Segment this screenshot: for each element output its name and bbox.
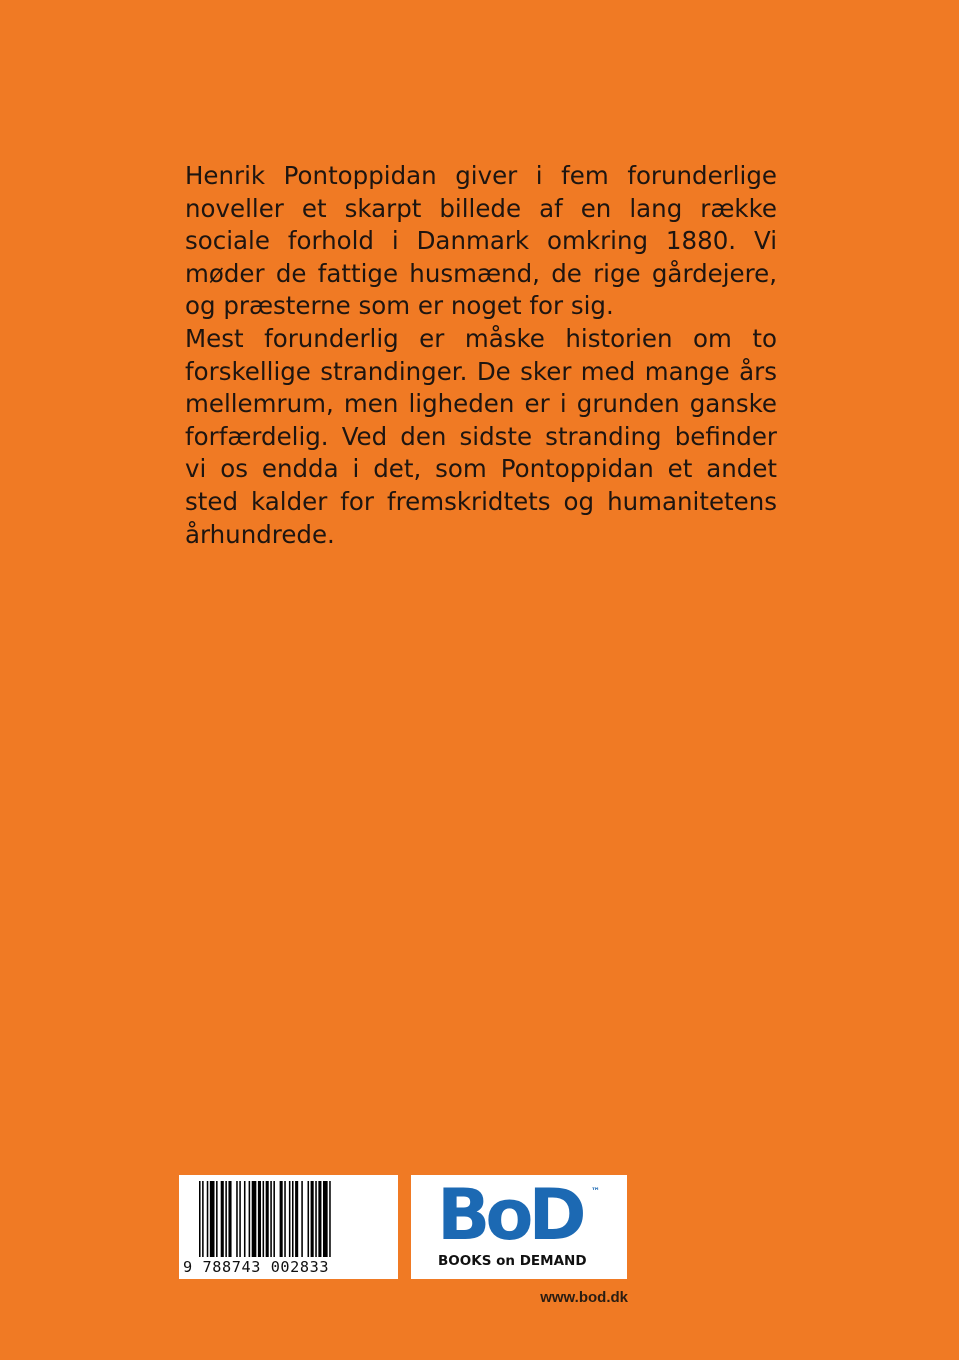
barcode-bar — [236, 1181, 238, 1257]
barcode-bar — [199, 1181, 201, 1257]
barcode-bar — [258, 1181, 261, 1257]
barcode-bar — [202, 1181, 204, 1257]
back-cover-blurb — [185, 160, 777, 551]
barcode-bar — [249, 1181, 251, 1257]
barcode-bar — [207, 1181, 209, 1257]
barcode-bar — [292, 1181, 294, 1257]
barcode-bars-icon — [199, 1181, 379, 1257]
publisher-url: www.bod.dk — [540, 1289, 628, 1306]
barcode-bar — [225, 1181, 227, 1257]
barcode-bar — [315, 1181, 317, 1257]
blurb-paragraph-1: Henrik Pontoppidan giver i fem forunderlige noveller et skarpt billede af en lang række sociale forhold i Danmark omkring 1880. Vi møder de fattige husmænd, de rige gårdejere, og præsterne som er noget for sig. — [185, 161, 777, 321]
barcode-bar — [318, 1181, 321, 1257]
barcode-bar — [266, 1181, 269, 1257]
isbn-barcode — [179, 1175, 398, 1279]
barcode-bar — [221, 1181, 224, 1257]
barcode-bar — [263, 1181, 265, 1257]
barcode-bar — [311, 1181, 314, 1257]
barcode-bar — [228, 1181, 231, 1257]
trademark-symbol: ™ — [591, 1187, 600, 1197]
publisher-tagline: BOOKS on DEMAND — [438, 1253, 587, 1269]
barcode-bar — [273, 1181, 275, 1257]
barcode-bar — [210, 1181, 215, 1257]
barcode-bar — [216, 1181, 218, 1257]
bod-logo-mark: BoD — [437, 1174, 582, 1256]
barcode-bar — [270, 1181, 272, 1257]
barcode-bar — [244, 1181, 246, 1257]
barcode-bar — [323, 1181, 328, 1257]
barcode-bar — [289, 1181, 291, 1257]
barcode-bar — [308, 1181, 310, 1257]
publisher-logo — [411, 1175, 627, 1279]
isbn-number: 9 788743 002833 — [183, 1258, 330, 1276]
blurb-paragraph-2: Mest forunderlig er måske historien om to forskellige strandinger. De sker med mange års mellemrum, men ligheden er i grunden ganske forfærdelig. Ved den sidste stranding befinder vi os endda i det, som Pontoppidan et andet sted kalder for fremskridtets og humanitetens århundrede. — [185, 323, 777, 549]
barcode-bar — [295, 1181, 298, 1257]
barcode-bar — [301, 1181, 303, 1257]
barcode-bar — [239, 1181, 241, 1257]
barcode-bar — [280, 1181, 283, 1257]
barcode-bar — [252, 1181, 257, 1257]
barcode-bar — [329, 1181, 331, 1257]
barcode-bar — [284, 1181, 286, 1257]
